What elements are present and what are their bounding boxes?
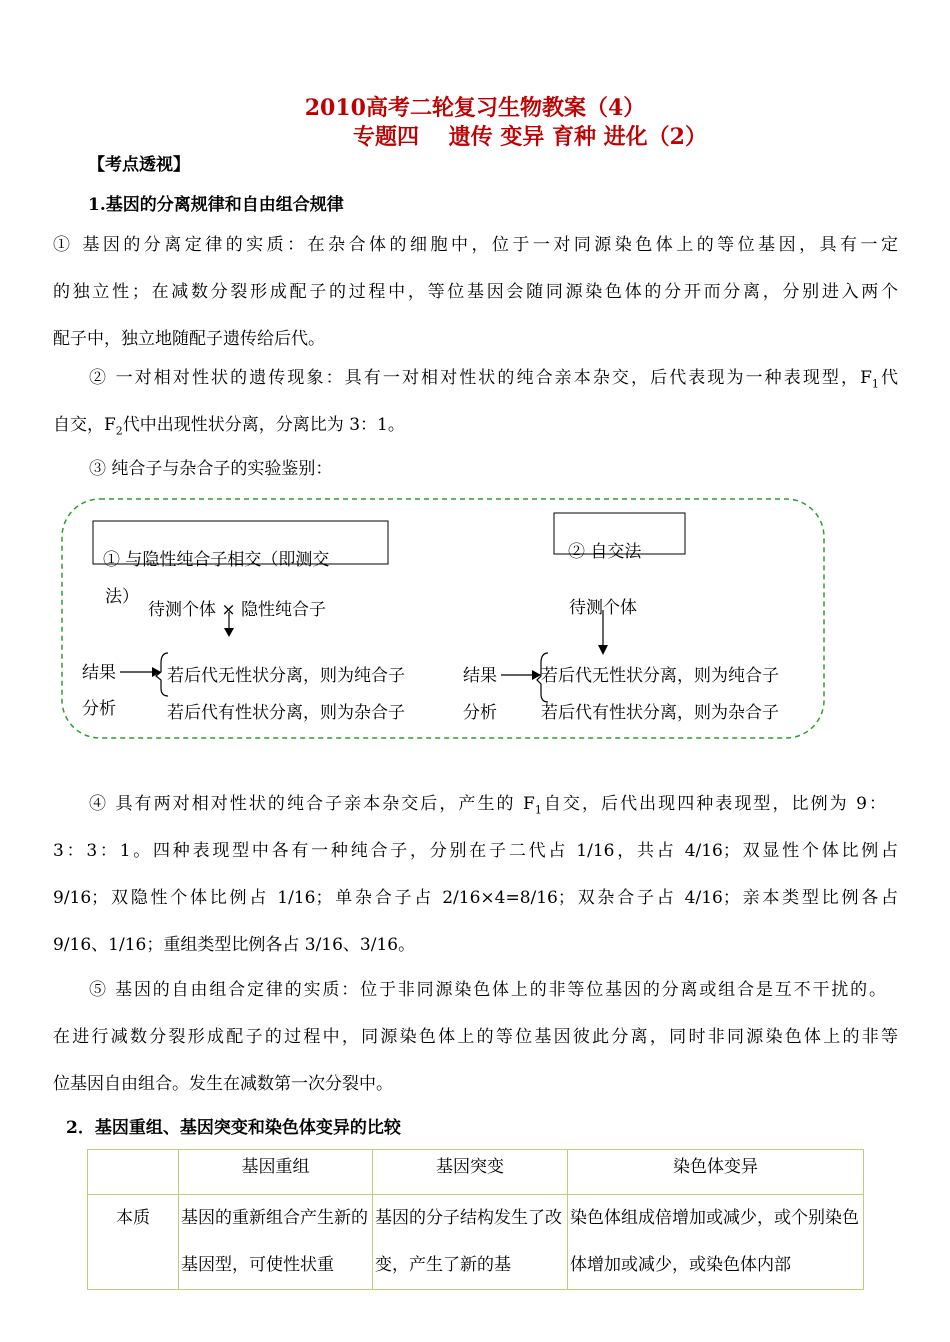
p2-line2: 自交，$F_2$代中出现性状分离，分离比为 3：1。 [53, 415, 405, 438]
table-row [88, 1195, 864, 1290]
p1-line2: 的独立性；在减数分裂形成配子的过程中，等位基因会随同源染色体的分开而分离，分别进入两个 [53, 282, 898, 302]
method2-label: ② 自交法 [568, 542, 642, 562]
result2-pure: 若后代无性状分离，则为纯合子 [541, 666, 779, 686]
result1-label-a: 结果 [82, 663, 116, 683]
p4-line3: 9/16；双隐性个体比例占 1/16；单杂合子占 2/16×4=8/16；双杂合子占 4/16；亲本类型比例各占 [53, 888, 898, 908]
result1-hetero: 若后代有性状分离，则为杂合子 [167, 703, 405, 723]
table-header-row [88, 1150, 864, 1195]
heading-1: 1.基因的分离规律和自由组合规律 [88, 195, 344, 215]
p5-line2: 在进行减数分裂形成配子的过程中，同源染色体上的等位基因彼此分离，同时非同源染色体上的非等 [53, 1027, 898, 1047]
table-header-mutation: 基因突变 [373, 1150, 568, 1195]
p3: ③ 纯合子与杂合子的实验鉴别： [89, 459, 333, 479]
result1-label-b: 分析 [82, 699, 116, 719]
p5-line3: 位基因自由组合。发生在减数第一次分裂中。 [53, 1074, 393, 1094]
p5-line1: ⑤ 基因的自由组合定律的实质：位于非同源染色体上的非等位基因的分离或组合是互不干扰的。 [89, 980, 886, 1000]
method1-cross: 待测个体 × 隐性纯合子 [148, 600, 327, 620]
p4-line1: ④ 具有两对相对性状的纯合子亲本杂交后，产生的 $F_1$自交，后代出现四种表现型，比例为 9： [89, 794, 886, 817]
table-cell-chromosome: 染色体组成倍增加或减少，或个别染色体增加或减少，或染色体内部 [568, 1195, 864, 1290]
p2-line1: ② 一对相对性状的遗传现象：具有一对相对性状的纯合亲本杂交，后代表现为一种表现型，$F_1$代 [89, 368, 898, 391]
method2-cross: 待测个体 [569, 598, 637, 618]
section-header: 【考点透视】 [88, 155, 190, 175]
table-cell-recombination: 基因的重新组合产生新的基因型，可使性状重 [179, 1195, 373, 1290]
method1-label-a: ① 与隐性纯合子相交（即测交 [103, 550, 330, 570]
p4-line4: 9/16、1/16；重组类型比例各占 3/16、3/16。 [53, 935, 416, 955]
table-row-label: 本质 [88, 1195, 179, 1290]
table-header-recombination: 基因重组 [179, 1150, 373, 1195]
title-line2: 专题四 遗传 变异 育种 进化（2） [353, 124, 707, 150]
heading-2: 2．基因重组、基因突变和染色体变异的比较 [66, 1118, 401, 1138]
title-line1: 2010高考二轮复习生物教案（4） [304, 95, 646, 121]
table-header-chromosome: 染色体变异 [568, 1150, 864, 1195]
p1-line3: 配子中，独立地随配子遗传给后代。 [53, 329, 325, 349]
method1-label-b: 法） [105, 587, 139, 607]
p4-line2: 3：3：1。四种表现型中各有一种纯合子，分别在子二代占 1/16，共占 4/16；双显性个体比例占 [53, 841, 898, 861]
table-header-empty [88, 1150, 179, 1195]
table-cell-mutation: 基因的分子结构发生了改变，产生了新的基 [373, 1195, 568, 1290]
comparison-table [87, 1149, 864, 1290]
result2-label-b: 分析 [463, 703, 497, 723]
result1-pure: 若后代无性状分离，则为纯合子 [167, 666, 405, 686]
p1-line1: ① 基因的分离定律的实质：在杂合体的细胞中，位于一对同源染色体上的等位基因，具有一定 [53, 235, 898, 255]
result2-label-a: 结果 [463, 666, 497, 686]
result2-hetero: 若后代有性状分离，则为杂合子 [541, 703, 779, 723]
